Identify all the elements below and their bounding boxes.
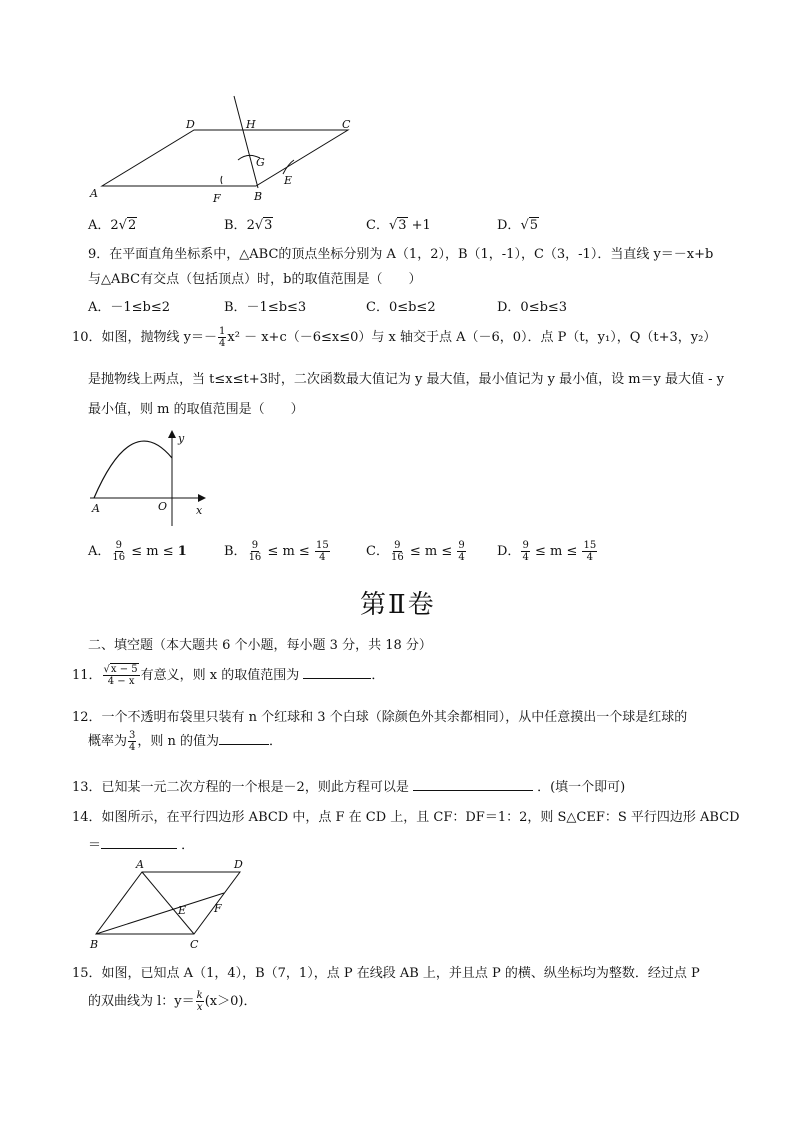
q10-option-c: C． $\frac{9}{16}$ ≤ m ≤ $\frac{9}{4}$ [366,540,465,563]
parabola-graph-q10 [86,426,210,530]
diagonal-ac [142,872,194,934]
axis-label-x: x [196,504,203,517]
parallelogram-figure-q14 [86,856,250,952]
q10-stem-line3: 最小值，则 m 的取值范围是（ ） [88,402,304,417]
q8-option-d: D．√5 [497,218,539,233]
q9-stem-line1: 9．在平面直角坐标系中，△ABC的顶点坐标分别为 A（1，2），B（1，-1），C（3，-1）．当直线 y＝－x+b [88,247,714,262]
q9-option-b: B．－1≤b≤3 [224,300,307,315]
q12-answer-blank[interactable] [219,732,269,745]
q14-answer-blank[interactable] [101,836,177,849]
q10-stem-line2: 是抛物线上两点，当 t≤x≤t+3时，二次函数最大值记为 y 最大值，最小值记为 y 最小值，设 m＝y 最大值 - y [88,372,725,387]
label-g: G [256,156,265,169]
label-b: B [254,190,263,203]
q10-stem-line1: 10．如图，抛物线 y＝－ $\frac{1}{4}$ x² － x+c（－6≤x≤0）与 x 轴交于点 A（－6，0）．点 P（t，y₁），Q（t+3，y₂） [72,326,717,349]
q15-stem-line1: 15．如图，已知点 A（1，4），B（7，1），点 P 在线段 AB 上，并且点 P 的横、纵坐标均为整数．经过点 P [72,966,700,981]
segment-bf [96,893,224,934]
point-a-label: A [92,502,100,515]
section-heading-fill-in: 二、填空题（本大题共 6 个小题，每小题 3 分，共 18 分） [88,638,432,653]
q8-option-b: B．2√3 [224,218,273,233]
q15-stem-line2: 的双曲线为 l：y＝ $\frac{k}{x}$ (x＞0)． [88,990,257,1013]
label-d: D [186,118,195,131]
q10-option-b: B． $\frac{9}{16}$ ≤ m ≤ $\frac{15}{4}$ [224,540,329,563]
q10-option-a: A． $\frac{9}{16}$ ≤ m ≤ 1 [88,540,187,563]
q8-option-c: C．√3 +1 [366,218,431,233]
q14-stem-line2: ＝ ． [88,838,195,853]
label-h: H [246,118,256,131]
q9-option-c: C．0≤b≤2 [366,300,436,315]
q9-option-d: D．0≤b≤3 [497,300,568,315]
label-c: C [342,118,351,131]
parabola-curve [94,441,172,498]
parallelogram-figure-q8 [88,94,358,206]
q13-answer-blank[interactable] [413,778,533,791]
arc-f [221,176,222,184]
q14-label-a: A [136,858,144,871]
line-through-h-g [234,96,258,188]
q13-stem: 13．已知某一元二次方程的一个根是－2，则此方程可以是 ．(填一个即可) [72,780,626,795]
q8-option-a: A．2√2 [88,218,137,233]
label-e: E [284,174,293,187]
y-axis-arrow [168,430,176,438]
part-two-title: 第Ⅱ卷 [360,590,436,620]
x-axis-arrow [198,494,206,502]
axis-label-y: y [178,432,185,445]
q12-stem-line1: 12．一个不透明布袋里只装有 n 个红球和 3 个白球（除颜色外其余都相同），从中任意摸出一个球是红球的 [72,710,688,725]
q10-option-d: D． $\frac{9}{4}$ ≤ m ≤ $\frac{15}{4}$ [497,540,597,563]
q14-label-c: C [190,938,199,951]
q14-label-f: F [214,902,222,915]
parallelogram-abcd [102,130,348,186]
label-a: A [90,187,98,200]
label-f: F [213,192,221,205]
arc-e [283,160,294,174]
origin-label: O [158,500,168,513]
q14-label-e: E [178,904,187,917]
q14-label-d: D [234,858,243,871]
q9-stem-line2: 与△ABC有交点（包括顶点）时，b的取值范围是（ ） [88,272,422,287]
q14-label-b: B [90,938,99,951]
q9-option-a: A．－1≤b≤2 [88,300,171,315]
q11-stem: 11． $\frac{√x - 5}{4 - x}$ 有意义，则 x 的取值范围为 ． [72,664,385,687]
q11-answer-blank[interactable] [303,666,371,679]
q12-stem-line2: 概率为 $\frac{3}{4}$ ，则 n 的值为 ． [88,730,283,753]
q14-stem-line1: 14．如图所示，在平行四边形 ABCD 中，点 F 在 CD 上，且 CF：DF＝1：2，则 S△CEF：S 平行四边形 ABCD [72,810,740,825]
